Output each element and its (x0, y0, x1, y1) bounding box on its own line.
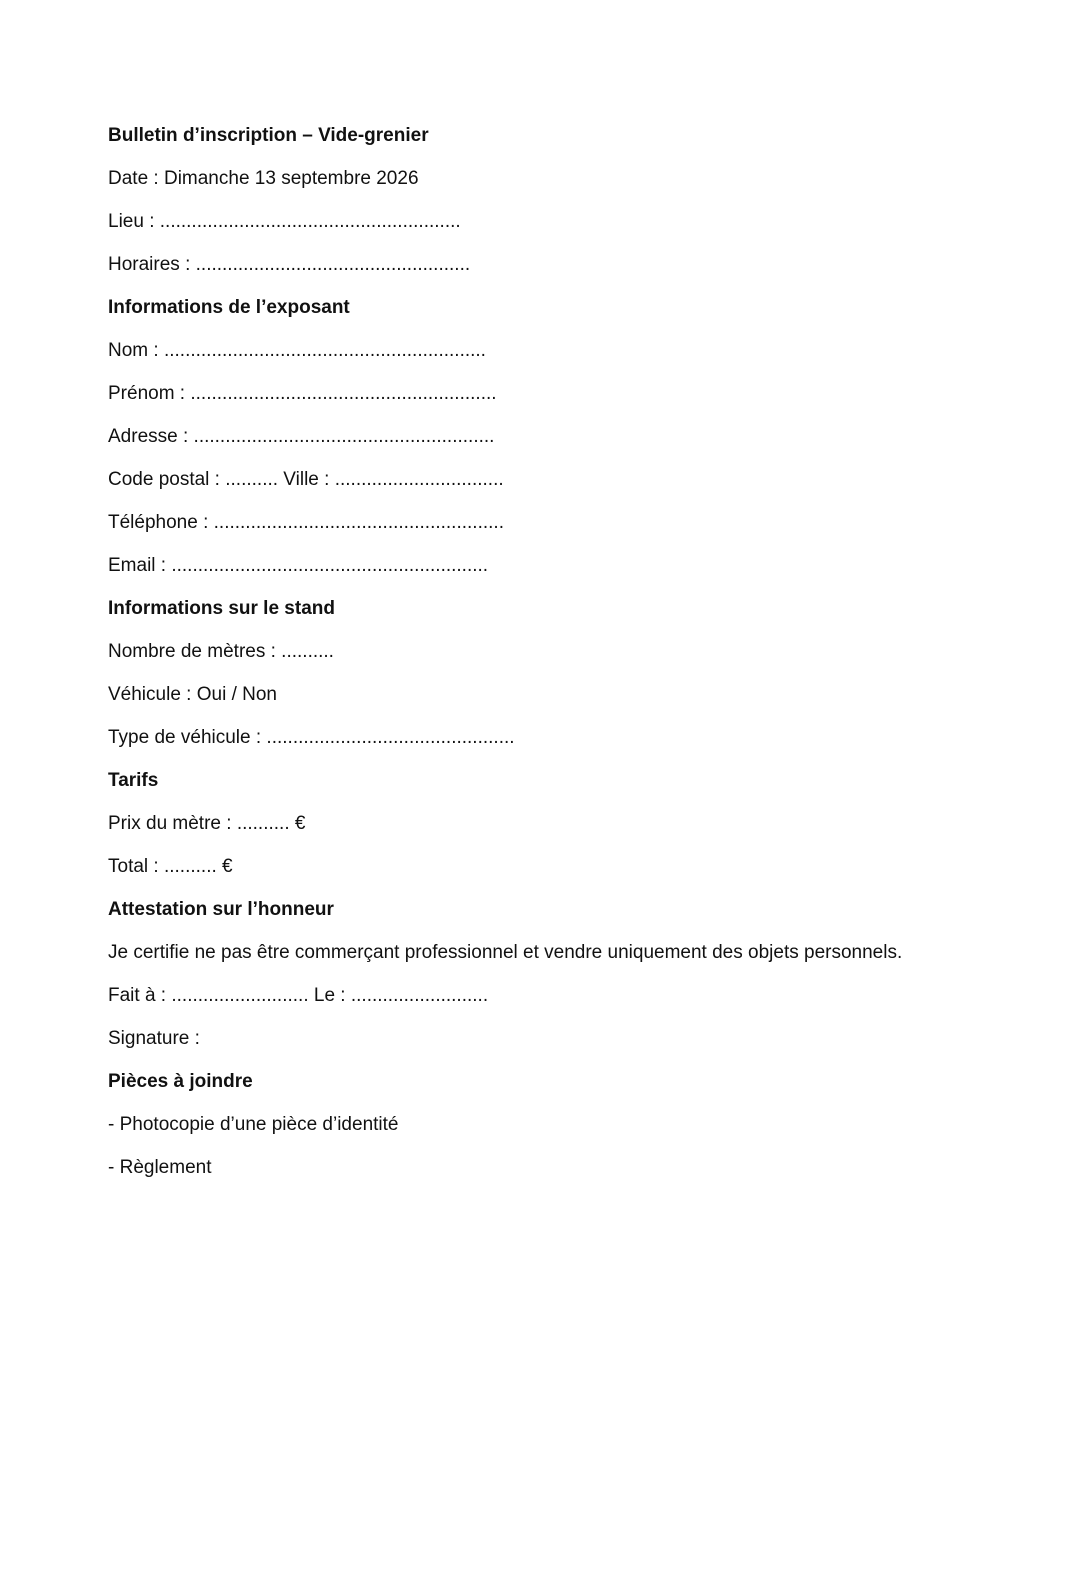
total-field: Total : .......... € (108, 856, 233, 877)
last-name-field: Nom : ............................................................. (108, 340, 486, 361)
attachments-section-heading: Pièces à joindre (108, 1071, 253, 1092)
pricing-section-heading: Tarifs (108, 770, 159, 791)
event-place-field: Lieu : ......................................................... (108, 211, 461, 232)
email-field: Email : ............................................................ (108, 555, 489, 576)
first-name-field: Prénom : .......................................................... (108, 383, 497, 404)
registration-form-document (108, 118, 1048, 1193)
price-per-meter-field: Prix du mètre : .......... € (108, 813, 306, 834)
vehicle-choice: Véhicule : Oui / Non (108, 684, 277, 705)
attachment-item: - Photocopie d’une pièce d’identité (108, 1114, 399, 1135)
event-hours-field: Horaires : .................................................... (108, 254, 471, 275)
attachment-item: - Règlement (108, 1157, 212, 1178)
vehicle-type-field: Type de véhicule : ............................................... (108, 727, 515, 748)
exhibitor-section-heading: Informations de l’exposant (108, 297, 350, 318)
postal-city-field: Code postal : .......... Ville : ................................ (108, 469, 504, 490)
meters-field: Nombre de mètres : .......... (108, 641, 334, 662)
phone-field: Téléphone : ....................................................... (108, 512, 504, 533)
stand-section-heading: Informations sur le stand (108, 598, 335, 619)
address-field: Adresse : ......................................................... (108, 426, 495, 447)
attestation-text: Je certifie ne pas être commerçant professionnel et vendre uniquement des objets personnels. (108, 942, 903, 963)
place-date-field: Fait à : .......................... Le : .......................... (108, 985, 489, 1006)
event-date: Date : Dimanche 13 septembre 2026 (108, 168, 419, 189)
signature-field: Signature : (108, 1028, 200, 1049)
attestation-section-heading: Attestation sur l’honneur (108, 899, 334, 920)
document-title: Bulletin d’inscription – Vide-grenier (108, 125, 429, 146)
